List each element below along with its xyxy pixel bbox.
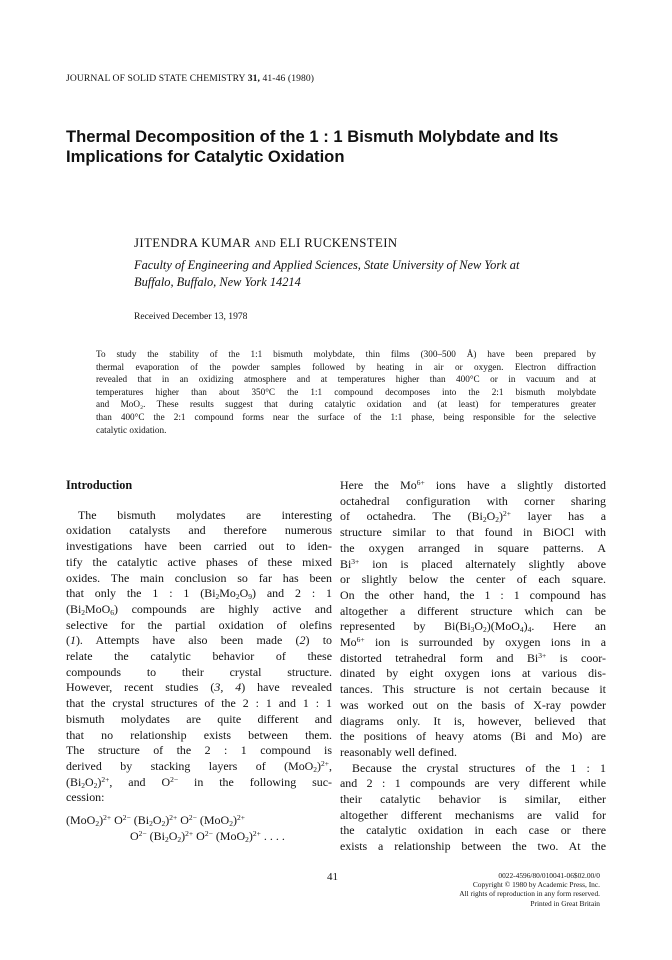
body-line: $Mo^{6+}$ ion is surrounded by oxygen ions in a [340, 635, 606, 650]
section-heading: Introduction [66, 478, 133, 492]
body-line: The bismuth molydates are interesting [78, 507, 332, 522]
journal-pages: 41-46 (1980) [262, 73, 315, 84]
body-line: tify the catalytic active phases of these mixed [66, 554, 332, 569]
affiliation-line-2: Buffalo, Buffalo, New York 14214 [134, 275, 301, 289]
abstract-line: revealed that in an oxidizing atmosphere and at temperatures higher than 400°C or in vacuum and at [96, 374, 596, 385]
body-line: Here the $Mo^{6+}$ ions have a slightly distorted [340, 478, 606, 492]
title-line-1: Thermal Decomposition of the 1 : 1 Bismuth Molybdate and Its [66, 127, 559, 146]
body-line: that no relationship exists between them. [66, 727, 332, 742]
left-column [66, 478, 332, 844]
abstract [96, 348, 596, 436]
body-line: investigations have been carried out to iden- [66, 539, 332, 554]
authors [134, 236, 398, 251]
abstract-line: and MoO₂. These results suggest that during catalytic oxidation and (at least) for temperatures greater [96, 399, 596, 410]
body-line: $(Bi_2O_2)^{2+}$, and $O^{2-}$ in the following suc- [66, 774, 332, 790]
author-2: ELI RUCKENSTEIN [279, 236, 398, 250]
body-line: or slightly below the center of each square. [340, 572, 606, 587]
body-line: octahedral configuration with corner sharing [340, 493, 606, 508]
body-line: (1). Attempts have also been made (2) to [66, 633, 332, 648]
body-line: derived by stacking layers of $(MoO_2)^{2+}$, [66, 758, 332, 774]
body-line: relate the catalytic behavior of these [66, 649, 332, 664]
body-line: altogether a different structure which can be [340, 603, 606, 618]
body-line: On the other hand, the 1 : 1 compound has [340, 587, 606, 602]
abstract-line: than 400°C the 2:1 compound forms near the surface of the 1:1 phase, being responsible for the selective [96, 411, 596, 422]
body-line: However, recent studies (3, 4) have revealed [66, 680, 332, 695]
body-line: $Bi^{3+}$ ion is placed alternately slightly above [340, 556, 606, 571]
copyright-footer [420, 871, 600, 908]
body-line: of octahedra. The $(Bi_2O_2)^{2+}$ layer has a [340, 509, 606, 525]
received-date: Received December 13, 1978 [134, 311, 248, 322]
abstract-line: temperatures higher than about 350°C the 1:1 compound decomposes into the 2:1 bismuth molybdate [96, 386, 596, 397]
paper-title [66, 127, 626, 167]
body-line: reasonably well defined. [340, 744, 458, 759]
body-line: The structure of the 2 : 1 compound is [66, 743, 332, 758]
body-line: diagrams only. It is, however, believed that [340, 713, 606, 728]
right-column [340, 478, 606, 855]
equation-line: $(MoO_2)^{2+}$ $O^{2-}$ $(Bi_2O_2)^{2+}$ $O^{2-}$ $(MoO_2)^{2+}$ [66, 813, 245, 829]
body-line: compounds to their crystal structure. [66, 664, 332, 679]
body-line: Because the crystal structures of the 1 : 1 [352, 760, 606, 775]
body-line: bismuth molydates are quite different and [66, 711, 332, 726]
body-line: the catalytic oxidation in each case or there [340, 823, 606, 838]
affiliation [134, 257, 614, 291]
body-line: that the crystal structures of the 2 : 1 and 1 : 1 [66, 696, 332, 711]
abstract-line: To study the stability of the 1:1 bismuth molybdate, thin films (300–500 Å) have been prepared by [96, 349, 596, 359]
affiliation-line-1: Faculty of Engineering and Applied Sciences, State University of New York at [134, 258, 520, 272]
title-line-2: Implications for Catalytic Oxidation [66, 147, 345, 166]
body-line: and 2 : 1 compounds are very different while [340, 776, 606, 791]
page-number: 41 [327, 871, 338, 883]
abstract-line: thermal evaporation of the powder samples followed by heating in air or oxygen. Electron diffraction [96, 361, 596, 372]
body-line: $(Bi_2MoO_6)$ compounds are highly active and [66, 601, 332, 617]
footer-line-1: 0022-4596/80/010041-06$02.00/0 [498, 871, 600, 880]
journal-volume: 31, [247, 73, 261, 84]
body-line: structure similar to that found in BiOCl with [340, 525, 606, 540]
body-line: altogether different mechanisms are valid for [340, 807, 606, 822]
body-line: dinated by eight oxygen ions at various dis- [340, 666, 606, 681]
body-line: the oxygen arranged in square patterns. A [340, 540, 606, 555]
body-line: oxides. The main conclusion so far has been [66, 570, 332, 585]
footer-line-3: All rights of reproduction in any form reserved. [459, 889, 600, 899]
equation-line: $O^{2-}$ $(Bi_2O_2)^{2+}$ $O^{2-}$ $(MoO_2)^{2+}$ . . . . [130, 828, 285, 844]
body-line: the positions of heavy atoms (Bi and Mo) are [340, 729, 606, 744]
body-line: their catalytic behavior is similar, either [340, 792, 606, 807]
body-line: cession: [66, 790, 105, 805]
body-line: oxidation catalysts and therefore numerous [66, 523, 332, 538]
body-line: represented by $Bi(Bi_3O_2)(MoO_4)_4$. Here an [340, 619, 606, 635]
body-line: was worked out on the basis of X-ray powder [340, 697, 606, 712]
authors-and: AND [254, 240, 276, 250]
author-1: JITENDRA KUMAR [134, 236, 251, 250]
footer-line-2: Copyright © 1980 by Academic Press, Inc. [472, 880, 600, 890]
body-line: distorted tetrahedral form and $Bi^{3+}$ is coor- [340, 650, 606, 665]
body-line: selective for the partial oxidation of olefins [66, 617, 332, 632]
body-line: that only the 1 : 1 $(Bi_2Mo_2O_9)$ and 2 : 1 [66, 586, 333, 602]
body-line: tances. This structure is not certain because it [340, 682, 606, 697]
journal-name: JOURNAL OF SOLID STATE CHEMISTRY [66, 73, 246, 84]
body-line: exists a relationship between the two. At the [340, 839, 606, 854]
footer-line-4: Printed in Great Britain [530, 898, 600, 908]
abstract-line: catalytic oxidation. [96, 424, 167, 435]
journal-header [66, 73, 314, 84]
